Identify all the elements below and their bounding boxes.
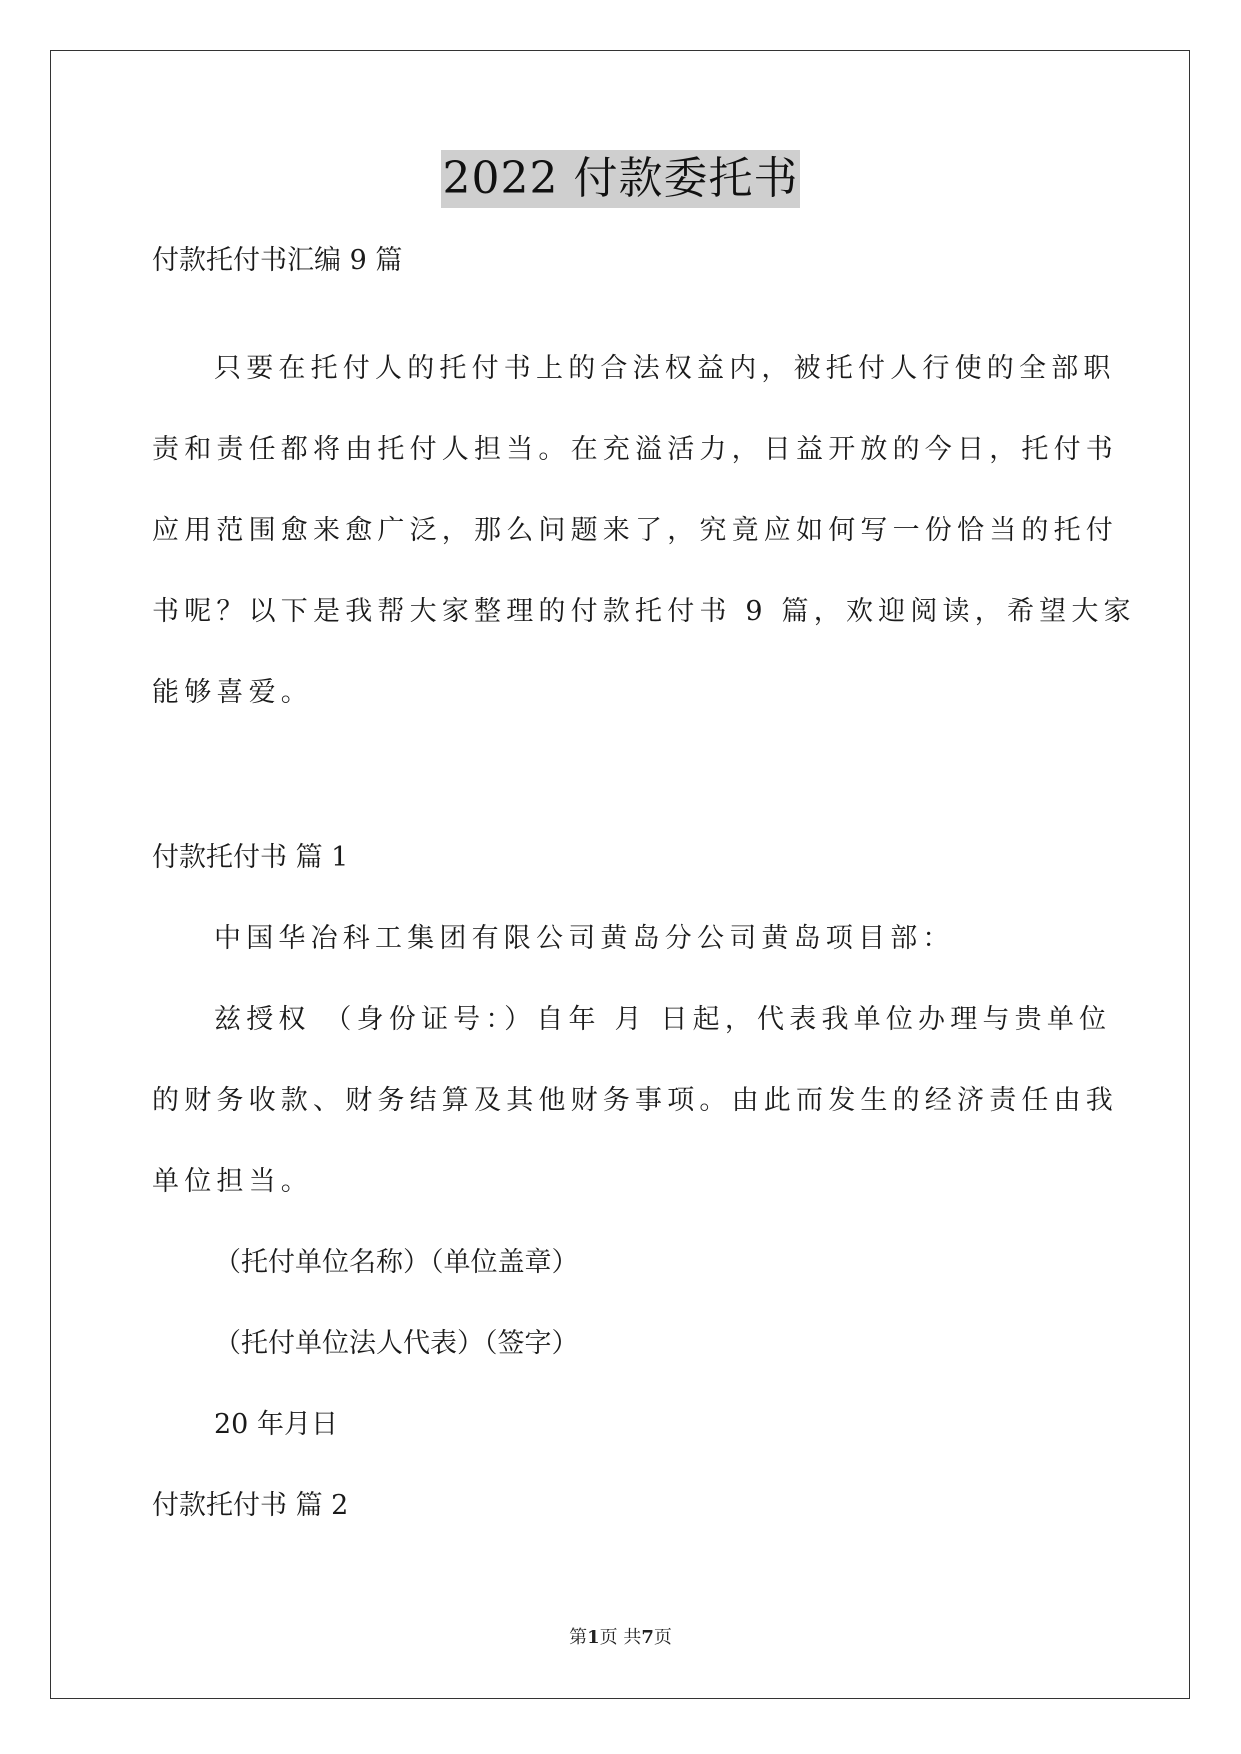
section-1-heading: 付款托付书 篇 1 — [152, 842, 349, 873]
page-mid-text: 页 共 — [599, 1627, 642, 1648]
section-2-heading: 付款托付书 篇 2 — [152, 1490, 349, 1521]
signature-representative-line: （托付单位法人代表）（签字） — [214, 1328, 579, 1359]
intro-line-5: 能够喜爱。 — [152, 677, 313, 708]
section-1-body-line-2: 的财务收款、财务结算及其他财务事项。由此而发生的经济责任由我 — [152, 1085, 1118, 1116]
total-page-number: 7 — [641, 1627, 654, 1648]
date-line: 20 年月日 — [214, 1409, 338, 1440]
section-1-body-line-3: 单位担当。 — [152, 1166, 313, 1197]
intro-line-4: 书呢？以下是我帮大家整理的付款托付书 9 篇，欢迎阅读，希望大家 — [152, 596, 1136, 627]
section-1-body-line-1: 兹授权 （身份证号：）自年 月 日起，代表我单位办理与贵单位 — [214, 1004, 1112, 1035]
document-title: 2022 付款委托书 — [441, 150, 801, 208]
page-number-footer — [0, 1626, 1241, 1650]
title-container — [0, 150, 1241, 208]
signature-unit-line: （托付单位名称）（单位盖章） — [214, 1247, 579, 1278]
section-1-addressee: 中国华冶科工集团有限公司黄岛分公司黄岛项目部： — [214, 923, 955, 954]
intro-line-1: 只要在托付人的托付书上的合法权益内，被托付人行使的全部职 — [214, 353, 1116, 384]
intro-line-2: 责和责任都将由托付人担当。在充溢活力，日益开放的今日，托付书 — [152, 434, 1118, 465]
intro-line-3: 应用范围愈来愈广泛，那么问题来了，究竟应如何写一份恰当的托付 — [152, 515, 1118, 546]
page-suffix: 页 — [653, 1627, 672, 1648]
document-subtitle: 付款托付书汇编 9 篇 — [152, 245, 403, 276]
current-page-number: 1 — [587, 1627, 600, 1648]
page-prefix: 第 — [569, 1627, 588, 1648]
